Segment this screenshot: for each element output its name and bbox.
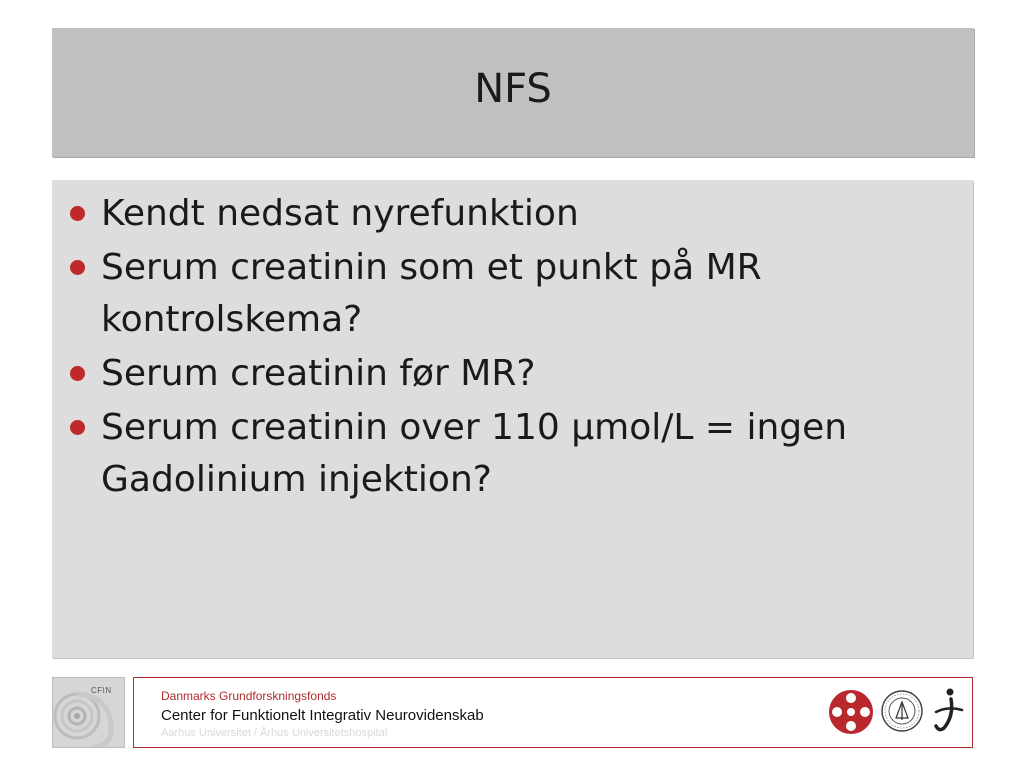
bullet-item [52, 242, 973, 346]
bullet-text: Serum creatinin før MR? [101, 353, 536, 394]
footer-foundation-name: Danmarks Grundforskningsfonds [161, 689, 337, 703]
bullet-dot-icon [70, 366, 85, 381]
bullet-item [52, 402, 973, 506]
bullet-dot-icon [70, 420, 85, 435]
bullet-text: Serum creatinin som et punkt på MR kontrolskema? [101, 247, 762, 340]
bullet-text: Kendt nedsat nyrefunktion [101, 193, 579, 234]
bullet-item [52, 188, 973, 240]
footer-university-name: Aarhus Universitet / Århus Universitetshospital [161, 727, 388, 739]
cfin-logo-text: CFIN [91, 686, 112, 695]
bullet-list [52, 188, 973, 508]
university-seal-logo-icon [880, 689, 924, 733]
bullet-dot-icon [70, 206, 85, 221]
slide-title: NFS [474, 65, 552, 112]
footer-center-name: Center for Funktionelt Integrativ Neurovidenskab [161, 707, 484, 724]
footer-panel [133, 677, 973, 748]
content-box [52, 180, 973, 658]
cfin-logo-icon [52, 677, 125, 748]
fund-logo-icon [828, 689, 874, 735]
bullet-text: Serum creatinin over 110 μmol/L = ingen Gadolinium injektion? [101, 407, 848, 500]
bullet-dot-icon [70, 260, 85, 275]
cfin-spiral-icon [53, 678, 125, 748]
title-box [52, 28, 974, 157]
hospital-logo-icon [930, 686, 966, 736]
bullet-item [52, 348, 973, 400]
